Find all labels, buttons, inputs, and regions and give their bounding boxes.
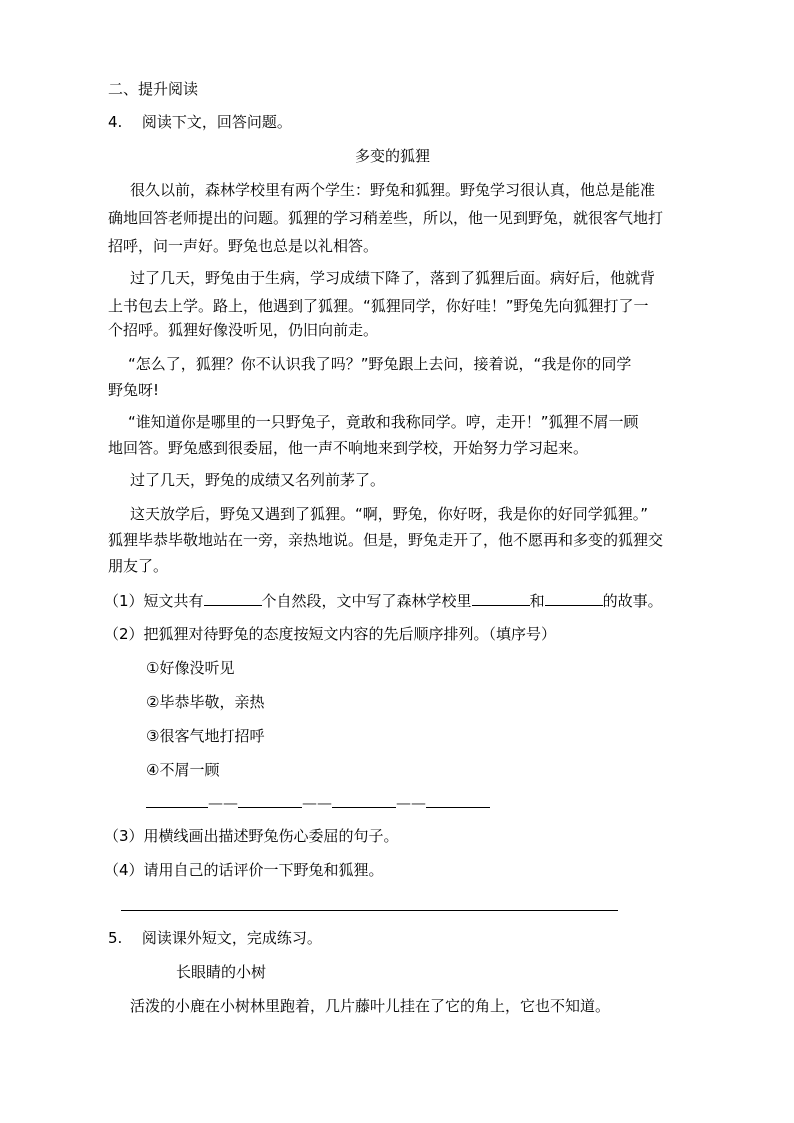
- paragraph-line: “谁知道你是哪里的一只野兔子，竟敢和我称同学。哼，走开！”狐狸不屑一顾: [128, 413, 639, 431]
- sub-question-4: （4）请用自己的话评价一下野兔和狐狸。: [104, 861, 384, 879]
- paragraph-line: 过了几天，野兔的成绩又名列前茅了。: [130, 471, 386, 489]
- paragraph-line: 狐狸毕恭毕敬地站在一旁，亲热地说。但是，野兔走开了，他不愿再和多变的狐狸交: [108, 531, 664, 549]
- paragraph-line: 活泼的小鹿在小树林里跑着，几片藤叶儿挂在了它的角上，它也不知道。: [130, 997, 611, 1015]
- answer-blank-character-1[interactable]: [472, 590, 530, 606]
- question-number: 5.: [108, 929, 123, 947]
- order-blank-2[interactable]: [238, 792, 302, 808]
- option-item: ④不屑一顾: [146, 761, 220, 779]
- paragraph-line: 确地回答老师提出的问题。狐狸的学习稍差些，所以，他一见到野兔，就很客气地打: [108, 209, 664, 227]
- question-instruction: 阅读课外短文，完成练习。: [141, 929, 322, 947]
- sub-question-2: （2）把狐狸对待野兔的态度按短文内容的先后顺序排列。（填序号）: [104, 625, 557, 643]
- option-item: ③很客气地打招呼: [146, 727, 265, 745]
- section-heading: 二、提升阅读: [108, 80, 199, 98]
- passage-title: 长眼睛的小树: [176, 963, 267, 981]
- paragraph-line: 朋友了。: [108, 557, 169, 575]
- paragraph-line: 个招呼。狐狸好像没听见，仍旧向前走。: [108, 321, 379, 339]
- option-item: ①好像没听见: [146, 659, 235, 677]
- passage-title: 多变的狐狸: [355, 147, 431, 165]
- paragraph-line: 地回答。野兔感到很委屈，他一声不响地来到学校，开始努力学习起来。: [108, 439, 589, 457]
- paragraph-line: 很久以前，森林学校里有两个学生：野兔和狐狸。野兔学习很认真，他总是能准: [130, 181, 656, 199]
- paragraph-line: “怎么了，狐狸？你不认识我了吗？”野兔跟上去问，接着说，“我是你的同学: [128, 355, 632, 373]
- answer-blank-paragraph-count[interactable]: [204, 590, 262, 606]
- question-5-header: [108, 928, 322, 948]
- paragraph-line: 这天放学后，野兔又遇到了狐狸。“啊，野兔，你好呀，我是你的好同学狐狸。”: [130, 505, 649, 523]
- answer-line[interactable]: [121, 910, 618, 911]
- order-blank-1[interactable]: [146, 792, 208, 808]
- paragraph-line: 过了几天，野兔由于生病，学习成绩下降了，落到了狐狸后面。病好后，他就背: [130, 269, 656, 287]
- question-number: 4.: [108, 113, 123, 131]
- answer-blank-character-2[interactable]: [545, 590, 603, 606]
- paragraph-line: 上书包去上学。路上，他遇到了狐狸。“狐狸同学，你好哇！”野兔先向狐狸打了一: [108, 297, 649, 315]
- order-blank-4[interactable]: [426, 792, 490, 808]
- paragraph-line: 野兔呀!: [108, 381, 160, 399]
- paragraph-line: 招呼，问一声好。野兔也总是以礼相答。: [108, 237, 379, 255]
- sub-question-1: （1）短文共有 个自然段，文中写了森林学校里 和 的故事。: [104, 592, 663, 610]
- question-4-header: [108, 112, 292, 132]
- option-item: ②毕恭毕敬，亲热: [146, 693, 265, 711]
- question-instruction: 阅读下文，回答问题。: [141, 113, 292, 131]
- sub-question-3: （3）用横线画出描述野兔伤心委屈的句子。: [104, 827, 399, 845]
- order-blank-3[interactable]: [332, 792, 396, 808]
- ordering-answer-row: —— —— ——: [146, 792, 490, 813]
